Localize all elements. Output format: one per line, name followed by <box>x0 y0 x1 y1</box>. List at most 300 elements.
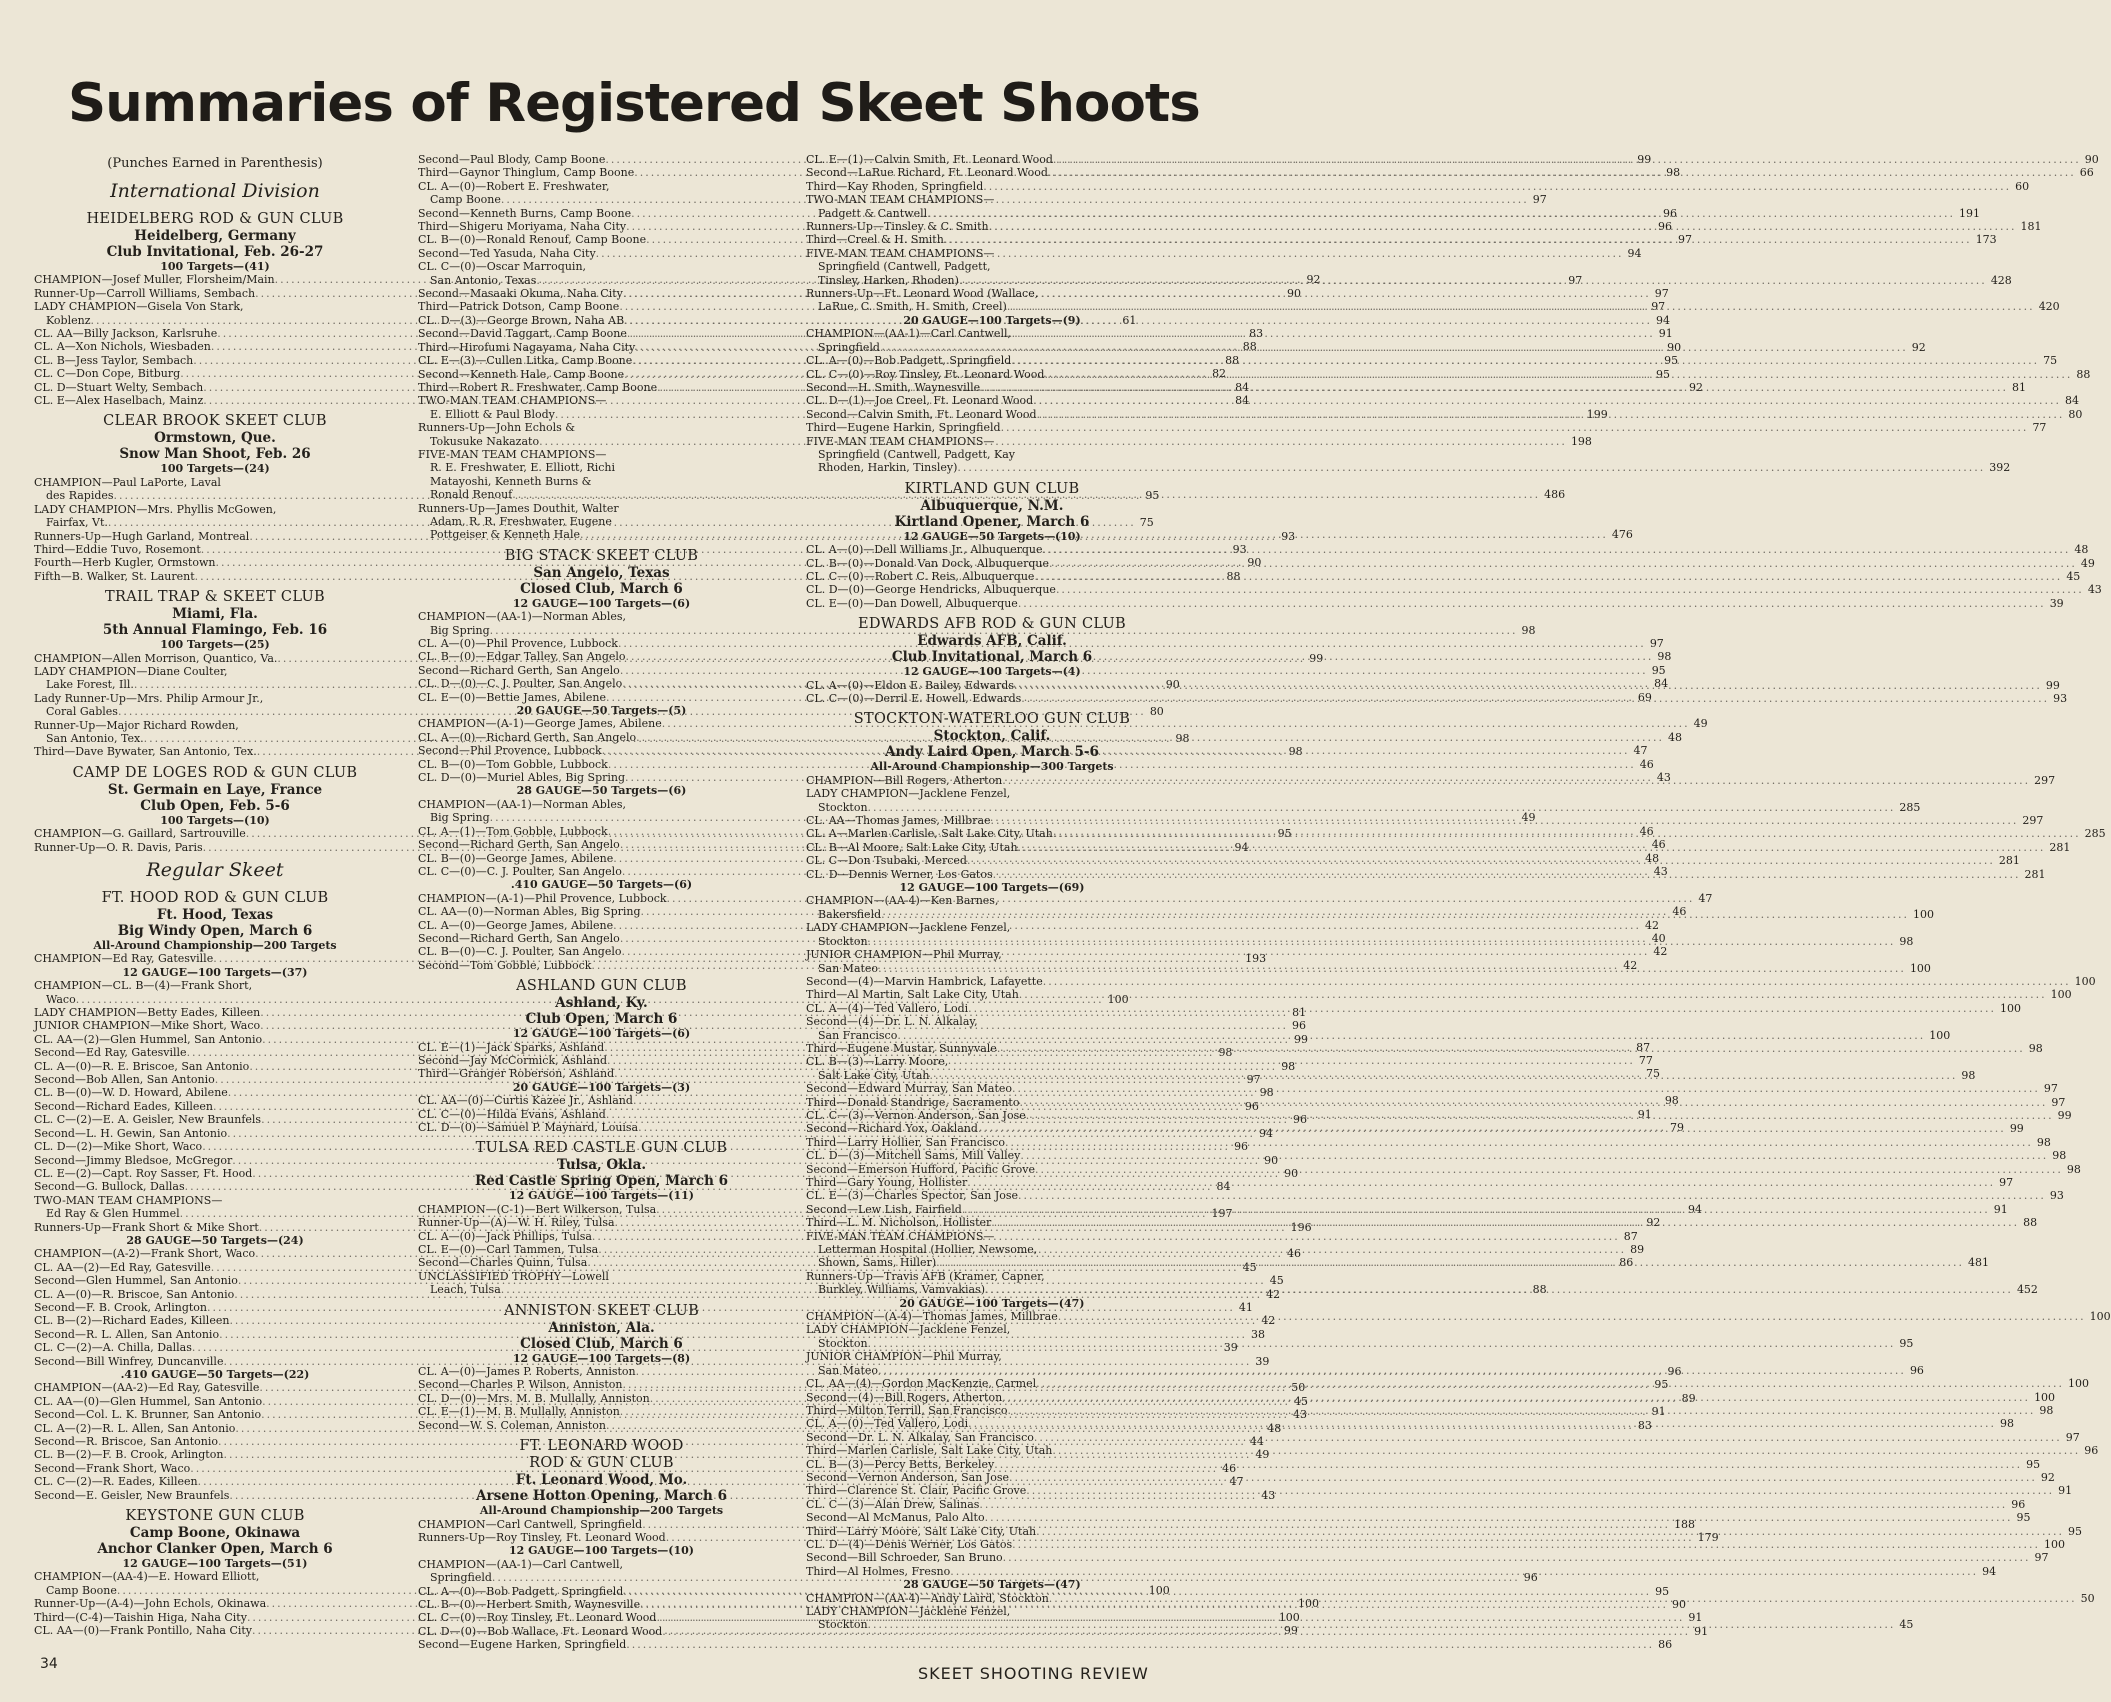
score: 100 <box>2050 988 2072 1002</box>
score: 98 <box>1521 623 1536 637</box>
score: 297 <box>2034 773 2056 787</box>
club-name: HEIDELBERG ROD & GUN CLUB <box>86 211 344 227</box>
score: 84 <box>1235 380 1250 394</box>
result-text: Third—Hirofumi Nagayama, Naha City <box>418 340 636 354</box>
score: 89 <box>1681 1391 1696 1405</box>
dot-leader <box>957 461 1985 474</box>
result-text: CL. A—(0)—Ted Vallero, Lodi <box>806 1417 969 1431</box>
result-text: CL. D—(0)—Bob Wallace, Ft. Leonard Wood <box>418 1624 663 1638</box>
club-name: ROD & GUN CLUB <box>529 1455 674 1472</box>
score: 179 <box>1697 1530 1719 1544</box>
result-text: CL. A—(0)—Eldon E. Bailey, Edwards <box>806 678 1014 692</box>
dot-leader <box>991 814 2019 827</box>
result-text: CL. AA—(0)—Frank Pontillo, Naha City <box>34 1624 253 1638</box>
event-name: Closed Club, March 6 <box>520 1335 683 1352</box>
score: 96 <box>1909 1363 1924 1377</box>
dot-leader <box>1044 368 2072 381</box>
result-line: Runners-Up—James Douthit, Walter <box>418 501 619 515</box>
result-line: CHAMPION—(AA-1)—Carl Cantwell, <box>418 1557 623 1571</box>
result-line: FIVE-MAN TEAM CHAMPIONS— <box>418 447 607 461</box>
score: 50 <box>1291 1381 1306 1395</box>
result-line: CL. A—(0)—Robert E. Freshwater, <box>418 179 610 193</box>
gauge-heading: 100 Targets—(25) <box>160 638 270 652</box>
score: 193 <box>1245 952 1267 966</box>
score: 42 <box>1261 1314 1276 1328</box>
result-text: CL. AA—Thomas James, Millbrae <box>806 814 991 828</box>
score: 285 <box>1899 800 1921 814</box>
score: 79 <box>1670 1121 1684 1134</box>
result-line <box>806 461 2011 475</box>
result-text: CL. B—Jess Taylor, Sembach <box>34 353 194 367</box>
club-location: Anniston, Ala. <box>548 1319 655 1336</box>
result-text: CL. E—(3)—Charles Spector, San Jose <box>806 1189 1019 1203</box>
result-line <box>418 1638 1673 1652</box>
score: 84 <box>1216 1180 1231 1194</box>
result-text: CL. B—(0)—Edgar Talley, San Angelo <box>418 650 626 664</box>
result-line: JUNIOR CHAMPION—Phil Murray, <box>806 948 1002 962</box>
dot-leader <box>991 1216 2019 1229</box>
result-text: Runner-Up—(A-4)—John Echols, Okinawa <box>34 1597 267 1611</box>
result-text: CL. E—Alex Haselbach, Mainz <box>34 394 204 408</box>
result-text: CL. C—(2)—E. A. Geisler, New Braunfels <box>34 1113 262 1127</box>
score: 49 <box>1521 811 1536 825</box>
score: 89 <box>1630 1243 1645 1257</box>
result-text: Second—G. Bullock, Dallas <box>34 1180 185 1194</box>
dot-leader <box>878 1364 1906 1377</box>
score: 81 <box>1292 1006 1307 1020</box>
score: 43 <box>1261 1488 1276 1502</box>
score: 92 <box>1688 380 1703 394</box>
result-text: Rhoden, Harkin, Tinsley) <box>818 461 958 475</box>
result-line <box>806 1551 2049 1565</box>
result-text: Waco <box>46 992 76 1006</box>
result-text: Second—Lew Lish, Fairfield <box>806 1202 962 1216</box>
club-location: Stockton, Calif. <box>933 728 1051 745</box>
result-text: CL. E—(1)—Calvin Smith, Ft. Leonard Wood <box>806 153 1053 166</box>
score: 86 <box>1658 1638 1673 1652</box>
result-text: CL. E—(0)—Dan Dowell, Albuquerque <box>806 596 1018 610</box>
result-text: Big Spring <box>430 811 490 825</box>
dot-leader <box>1001 421 2029 434</box>
score: 41 <box>1238 1300 1253 1314</box>
result-text: CL. D—(0)—Samuel P. Maynard, Louisa <box>418 1121 639 1134</box>
dot-leader <box>897 1029 1925 1042</box>
score: 92 <box>1306 273 1321 287</box>
dot-leader <box>868 1337 1896 1350</box>
gauge-heading: 12 GAUGE—100 Targets—(6) <box>512 596 691 610</box>
score: 281 <box>2049 840 2071 854</box>
result-text: Second—Bill Winfrey, Duncanville <box>34 1354 224 1368</box>
result-text: Second—W. S. Coleman, Anniston <box>418 1418 607 1432</box>
score: 98 <box>2000 1417 2015 1431</box>
result-text: Second—Eugene Harken, Springfield <box>418 1638 627 1652</box>
result-text: CL. D—Stuart Welty, Sembach <box>34 380 204 394</box>
score: 95 <box>1655 367 1670 381</box>
result-text: Third—(C-4)—Taishin Higa, Naha City <box>34 1610 247 1624</box>
result-text: CL. E—(0)—Carl Tammen, Tulsa <box>418 1243 599 1257</box>
result-text: Salt Lake City, Utah <box>818 1068 930 1082</box>
result-text: CL. C—(2)—A. Chilla, Dallas <box>34 1341 192 1355</box>
score: 77 <box>2032 421 2047 435</box>
division-heading: Regular Skeet <box>146 859 284 881</box>
result-text: CL. A—(0)—R. E. Briscoe, San Antonio <box>34 1059 250 1073</box>
score: 100 <box>1278 1610 1300 1624</box>
score: 39 <box>2049 596 2064 610</box>
dot-leader <box>880 341 1908 354</box>
score: 95 <box>1651 663 1666 677</box>
score: 91 <box>1688 1611 1703 1625</box>
result-text: Second—E. Geisler, New Braunfels <box>34 1488 230 1502</box>
score: 95 <box>1654 1378 1669 1392</box>
score: 46 <box>1222 1461 1237 1475</box>
result-text: Stockton <box>818 1618 868 1632</box>
score: 420 <box>2038 300 2060 314</box>
gauge-heading: 20 GAUGE—100 Targets—(9) <box>903 313 1081 327</box>
dot-leader <box>959 274 1987 287</box>
score: 49 <box>1255 1448 1270 1462</box>
result-line: Lady Runner-Up—Mrs. Philip Armour Jr., <box>34 691 264 705</box>
result-text: Second—Charles P. Wilson, Anniston <box>418 1378 623 1392</box>
result-line: LADY CHAMPION—Jacklene Fenzel, <box>806 787 1011 801</box>
score: 90 <box>1247 556 1262 570</box>
dot-leader <box>1009 1471 2037 1484</box>
result-text: CL. D—(3)—Mitchell Sams, Mill Valley <box>806 1149 1021 1163</box>
score: 100 <box>2043 1537 2065 1551</box>
score: 91 <box>1651 1405 1666 1419</box>
score: 40 <box>1651 931 1666 945</box>
score: 90 <box>1671 1597 1686 1611</box>
score: 45 <box>1899 1618 1914 1632</box>
score: 93 <box>2049 1189 2064 1203</box>
result-text: CL. C—(0)—Robert C. Reis, Albuquerque <box>806 569 1035 583</box>
score: 100 <box>1107 992 1129 1006</box>
score: 97 <box>2043 1082 2058 1096</box>
result-text: Second—Phil Provence, Lubbock <box>418 744 602 758</box>
dot-leader <box>1033 394 2061 407</box>
result-text: Pottgeiser & Kenneth Hale <box>430 528 580 542</box>
result-text: Second—Edward Murray, San Mateo <box>806 1082 1013 1096</box>
dot-leader <box>881 908 1909 921</box>
result-text: Third—Robert R. Freshwater, Camp Boone <box>418 380 658 394</box>
result-text: CL. C—(0)—Derril E. Howell, Edwards <box>806 692 1022 705</box>
result-text: Third—Patrick Dotson, Camp Boone <box>418 300 620 314</box>
result-text: Second—Bill Schroeder, San Bruno <box>806 1551 1003 1565</box>
result-text: San Francisco <box>818 1028 898 1042</box>
score: 60 <box>2015 179 2030 193</box>
score: 47 <box>1229 1475 1244 1489</box>
score: 428 <box>1990 273 2012 287</box>
result-line: LADY CHAMPION—Jacklene Fenzel, <box>806 1323 1011 1337</box>
result-text: Camp Boone <box>46 1583 117 1597</box>
score: 98 <box>1259 1086 1274 1100</box>
club-name: FT. HOOD ROD & GUN CLUB <box>101 890 329 906</box>
result-text: CL. C—(0)—Hilda Evans, Ashland <box>418 1107 606 1121</box>
result-text: CL. D—(4)—Denis Werner, Los Gatos <box>806 1537 1013 1551</box>
dot-leader <box>994 1458 2022 1471</box>
score: 48 <box>2074 543 2089 557</box>
score: 99 <box>1294 1032 1308 1046</box>
score: 100 <box>2034 1390 2056 1404</box>
score: 49 <box>2080 556 2095 570</box>
score: 46 <box>1651 838 1666 852</box>
score: 98 <box>1961 1068 1976 1082</box>
event-name: Closed Club, March 6 <box>520 580 683 597</box>
gauge-heading: 12 GAUGE—100 Targets—(37) <box>122 965 308 979</box>
score: 476 <box>1611 528 1633 542</box>
dot-leader <box>967 851 1995 867</box>
result-text: CHAMPION—Josef Muller, Florsheim/Main <box>34 273 275 287</box>
score: 93 <box>2053 692 2068 705</box>
result-text: CHAMPION—(C-1)—Bert Wilkerson, Tulsa <box>418 1202 657 1216</box>
score: 39 <box>1255 1354 1270 1368</box>
dot-leader <box>626 1638 1654 1651</box>
gauge-heading: 12 GAUGE—100 Targets—(11) <box>509 1189 694 1203</box>
result-line: CHAMPION—(AA-4)—Ken Barnes, <box>806 894 999 908</box>
dot-leader <box>1034 1431 2062 1444</box>
score: 45 <box>2066 569 2081 583</box>
dot-leader <box>1007 300 2035 313</box>
score: 96 <box>1292 1113 1307 1127</box>
score: 97 <box>1677 233 1692 247</box>
result-text: CL. A—(0)—George James, Abilene <box>418 918 614 932</box>
score: 285 <box>2084 827 2106 841</box>
score: 99 <box>1637 153 1652 166</box>
result-text: Big Spring <box>430 623 490 637</box>
club-location: Ft. Leonard Wood, Mo. <box>515 1472 688 1489</box>
result-text: Ronald Renouf <box>430 488 513 502</box>
score: 69 <box>1637 690 1652 704</box>
gauge-heading: 20 GAUGE—50 Targets—(5) <box>516 704 687 718</box>
result-text: CL. C—(2)—R. Eades, Killeen <box>34 1475 198 1489</box>
result-text: CHAMPION—Bill Rogers, Atherton <box>806 773 1003 787</box>
result-text: CL. A—(0)—Phil Provence, Lubbock <box>418 637 618 650</box>
result-text: CL. A—Xon Nichols, Wiesbaden <box>34 340 211 354</box>
gauge-heading: 100 Targets—(10) <box>160 813 270 827</box>
result-text: Second—Tom Gobble, Lubbock <box>418 958 592 972</box>
result-text: CL. B—(0)—W. D. Howard, Abilene <box>34 1086 228 1100</box>
event-name: Club Open, March 6 <box>525 1011 678 1028</box>
result-text: LADY CHAMPION—Betty Eades, Killeen <box>34 1006 261 1020</box>
result-text: CL. B—(0)—Ronald Renouf, Camp Boone <box>418 233 647 247</box>
club-location: Ormstown, Que. <box>154 430 276 447</box>
dot-leader <box>962 1203 1990 1216</box>
score: 99 <box>2045 678 2060 692</box>
dot-leader <box>930 1069 1958 1082</box>
result-text: CL. C—(3)—Vernon Anderson, San Jose <box>806 1108 1026 1122</box>
score: 191 <box>1959 206 1980 220</box>
score: 100 <box>2000 1001 2022 1015</box>
result-text: Third—Gary Young, Hollister <box>806 1176 968 1189</box>
score: 98 <box>2028 1041 2043 1055</box>
result-text: Second—Richard Eades, Killeen <box>34 1099 214 1113</box>
gauge-heading: 20 GAUGE—100 Targets—(3) <box>512 1080 691 1094</box>
dot-leader <box>1048 166 2076 179</box>
dot-leader <box>997 1042 2025 1055</box>
score: 39 <box>1223 1341 1238 1355</box>
result-text: Burkley, Williams, Vamvakias) <box>818 1283 986 1297</box>
score: 84 <box>2065 394 2080 408</box>
score: 99 <box>2009 1122 2024 1136</box>
score: 97 <box>2065 1430 2080 1444</box>
result-line: CHAMPION—(AA-1)—Norman Ables, <box>418 797 627 811</box>
score: 97 <box>1649 637 1664 650</box>
result-text: CL. B—Al Moore, Salt Lake City, Utah <box>806 840 1018 854</box>
dot-leader <box>1053 153 2081 166</box>
result-text: CHAMPION—(A-1)—Phil Provence, Lubbock <box>418 891 667 905</box>
result-text: CL. A—(0)—Dell Williams Jr., Albuquerque <box>806 543 1043 557</box>
score: 96 <box>1657 220 1672 234</box>
score: 99 <box>1309 651 1324 665</box>
score: 47 <box>1633 744 1648 758</box>
result-text: Springfield <box>430 1571 492 1585</box>
result-text: Second—LaRue Richard, Ft. Leonard Wood <box>806 166 1048 180</box>
score: 100 <box>2089 1310 2111 1324</box>
dot-leader <box>1036 1525 2064 1538</box>
event-name: Snow Man Shoot, Feb. 26 <box>119 446 311 463</box>
score: 45 <box>1269 1274 1284 1288</box>
score: 297 <box>2022 814 2044 828</box>
dot-leader <box>927 207 1955 220</box>
score: 98 <box>2036 1135 2051 1149</box>
result-text: CL. A—(0)—Bob Padgett, Springfield <box>806 354 1012 368</box>
result-text: Second—Glen Hummel, San Antonio <box>34 1274 238 1288</box>
result-text: Second—Richard Yox, Oakland <box>806 1122 978 1136</box>
result-text: Second—Masaaki Okuma, Naha City <box>418 287 623 301</box>
result-text: Second—Charles Quinn, Tulsa <box>418 1256 588 1270</box>
score: 97 <box>1654 287 1669 301</box>
result-text: Third—Kay Rhoden, Springfield <box>806 179 984 193</box>
result-text: Third—Eddie Tuvo, Rosemont <box>34 542 201 556</box>
result-text: Third—Marlen Carlisle, Salt Lake City, Utah <box>806 1444 1053 1458</box>
result-line: Letterman Hospital (Hollier, Newsome, <box>818 1243 1038 1257</box>
result-text: San Antonio, Tex. <box>46 731 144 745</box>
score: 96 <box>1292 1019 1306 1033</box>
result-text: CL. C—(0)—Roy Tinsley, Ft. Leonard Wood <box>806 367 1045 381</box>
dot-leader <box>1019 1096 2047 1109</box>
result-text: CL. AA—(2)—Glen Hummel, San Antonio <box>34 1032 263 1046</box>
gauge-heading: All-Around Championship—200 Targets <box>93 939 337 952</box>
score: 88 <box>1242 340 1257 354</box>
result-line <box>806 974 2096 988</box>
result-text: Second—R. Briscoe, San Antonio <box>34 1435 218 1449</box>
dot-leader <box>868 801 1896 814</box>
score: 81 <box>2012 380 2027 394</box>
result-text: CL. D—(0)—George Hendricks, Albuquerque <box>806 583 1056 597</box>
result-text: CL. B—(2)—F. B. Crook, Arlington <box>34 1448 224 1462</box>
result-text: Third—L. M. Nicholson, Hollister <box>806 1216 992 1230</box>
result-text: CHAMPION—(A-4)—Thomas James, Millbrae <box>806 1310 1058 1324</box>
score: 96 <box>1662 206 1677 220</box>
result-text: Second—Calvin Smith, Ft. Leonard Wood <box>806 407 1037 421</box>
result-text: CL. A—(0)—Bob Padgett, Springfield <box>418 1584 624 1598</box>
result-text: CL. C—Don Cope, Bitburg <box>34 367 181 381</box>
result-text: CL. D—(0)—Muriel Ables, Big Spring <box>418 771 626 785</box>
result-text: CL. E—(0)—Bettie James, Abilene <box>418 690 606 704</box>
result-text: CHAMPION—G. Gaillard, Sartrouville <box>34 827 246 841</box>
score: 90 <box>1284 1166 1299 1180</box>
result-text: Second—Ted Yasuda, Naha City <box>418 246 596 260</box>
result-text: CHAMPION—(A-1)—George James, Abilene <box>418 717 662 731</box>
result-text: CHAMPION—Allen Morrison, Quantico, Va. <box>34 651 278 665</box>
dot-leader <box>1020 1149 2048 1162</box>
score: 98 <box>1281 1059 1296 1073</box>
result-text: Runners-Up—Roy Tinsley, Ft. Leonard Wood <box>418 1530 666 1544</box>
dot-leader <box>1042 543 2070 556</box>
score: 91 <box>1658 327 1673 341</box>
score: 45 <box>1294 1394 1308 1408</box>
score: 50 <box>2080 1591 2095 1605</box>
dot-leader <box>985 1283 2013 1296</box>
dot-leader <box>1036 1377 2064 1390</box>
dot-leader <box>979 1498 2007 1511</box>
dot-leader <box>1008 1404 2036 1417</box>
score: 93 <box>1281 529 1296 543</box>
result-line: CHAMPION—Paul LaPorte, Laval <box>34 475 221 489</box>
gauge-heading: 12 GAUGE—100 Targets—(4) <box>903 665 1081 679</box>
result-line: LADY CHAMPION—Diane Coulter, <box>34 664 228 678</box>
score: 46 <box>1287 1247 1302 1261</box>
club-name: CAMP DE LOGES ROD & GUN CLUB <box>72 764 358 781</box>
club-location: Albuquerque, N.M. <box>920 497 1064 514</box>
score: 44 <box>1249 1435 1264 1449</box>
result-text: CL. C—(3)—Alan Drew, Salinas <box>806 1497 980 1511</box>
result-line: LADY CHAMPION—Jacklene Fenzel, <box>806 921 1011 935</box>
dot-leader <box>1019 988 2047 1001</box>
score: 91 <box>2058 1484 2073 1498</box>
gauge-heading: 100 Targets—(41) <box>160 260 270 273</box>
result-text: Second—Emerson Hufford, Pacific Grove <box>806 1162 1035 1176</box>
result-line: Springfield (Cantwell, Padgett, Kay <box>818 447 1015 461</box>
score: 42 <box>1645 918 1660 932</box>
result-line: R. E. Freshwater, E. Elliott, Richi <box>430 461 616 475</box>
result-text: CL. AA—Billy Jackson, Karlsruhe <box>34 327 218 341</box>
score: 61 <box>1122 313 1137 327</box>
score: 90 <box>1165 678 1180 692</box>
score: 42 <box>1653 945 1668 959</box>
result-text: Third—Granger Roberson, Ashland <box>418 1067 615 1081</box>
result-line: CL. C—(0)—Oscar Marroquin, <box>418 260 587 274</box>
result-text: Third—Shigeru Moriyama, Naha City <box>418 220 627 234</box>
result-text: Leach, Tulsa <box>430 1283 501 1297</box>
score: 87 <box>1623 1229 1638 1243</box>
score: 92 <box>2040 1470 2055 1484</box>
club-location: Tulsa, Okla. <box>556 1157 647 1174</box>
magazine-name: SKEET SHOOTING REVIEW <box>918 1664 1149 1683</box>
result-text: Ed Ray & Glen Hummel <box>46 1207 180 1221</box>
dot-leader <box>1003 1551 2031 1564</box>
gauge-heading: .410 GAUGE—50 Targets—(6) <box>510 878 693 892</box>
score: 90 <box>1667 340 1682 354</box>
result-text: Third—Clarence St. Clair, Pacific Grove <box>806 1484 1027 1498</box>
score: 46 <box>1639 824 1654 838</box>
result-line <box>806 1497 2026 1511</box>
result-text: CL. AA—(2)—Ed Ray, Gatesville <box>34 1260 211 1274</box>
result-line: Matayoshi, Kenneth Burns & <box>430 474 592 488</box>
result-text: Third—Larry Hollier, San Francisco <box>806 1135 1005 1149</box>
score: 199 <box>1586 407 1608 421</box>
score: 95 <box>1899 1336 1914 1350</box>
result-line <box>806 800 1921 814</box>
club-location: Camp Boone, Okinawa <box>129 1525 301 1542</box>
score: 95 <box>2067 1524 2082 1538</box>
result-text: CL. B—(0)—George James, Abilene <box>418 851 614 865</box>
score: 92 <box>1646 1216 1661 1230</box>
result-text: Second—(4)—Marvin Hambrick, Lafayette <box>806 974 1043 988</box>
score: 46 <box>1672 905 1687 919</box>
result-text: CL. B—(2)—Richard Eades, Killeen <box>34 1314 230 1328</box>
result-text: CL. A—(0)—Jack Phillips, Tulsa <box>418 1229 592 1243</box>
score: 97 <box>1246 1073 1261 1087</box>
